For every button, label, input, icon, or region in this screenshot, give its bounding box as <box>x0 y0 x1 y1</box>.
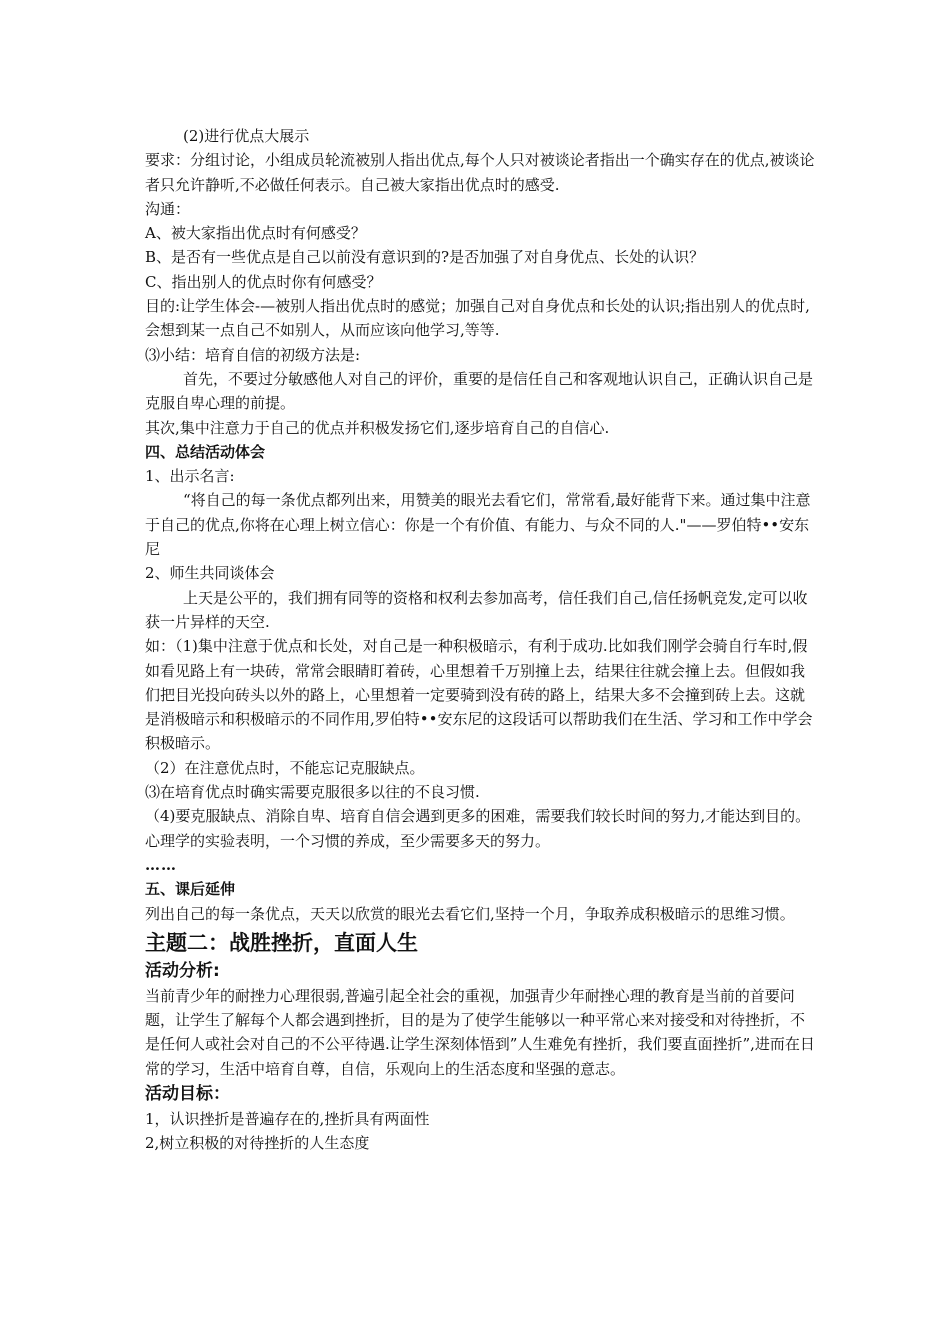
point-three: ⑶在培育优点时确实需要克服很多以往的不良习惯. <box>145 783 480 802</box>
requirement-paragraph: 要求：分组讨论，小组成员轮流被别人指出优点,每个人只对被谈论者指出一个确实存在的优点,被谈论者只允许静听,不必做任何表示。自己被大家指出优点时的感受. <box>145 151 815 194</box>
example-paragraph: 如：（1)集中注意于优点和长处，对自己是一种积极暗示，有利于成功.比如我们刚学会骑自行车时,假如看见路上有一块砖，常常会眼睛盯着砖，心里想着千万别撞上去，结果往往就会撞上去。但假如我们把目光投向砖头以外的路上，心里想着一定要骑到没有砖的路上，结果大多不会撞到砖上去。这就是消极暗示和积极暗示的不同作用,罗伯特••安东尼的这段话可以帮助我们在生活、学习和工作中学会积极暗示。 <box>145 637 813 753</box>
question-b: B、是否有一些优点是自己以前没有意识到的?是否加强了对自身优点、长处的认识？ <box>145 248 705 267</box>
activity-analysis-heading: 活动分析: <box>145 960 220 981</box>
question-c: C、指出别人的优点时你有何感受？ <box>145 272 382 291</box>
discussion-paragraph: 上天是公平的，我们拥有同等的资格和权利去参加高考，信任我们自己,信任扬帆竞发,定可以收获一片异样的天空. <box>145 588 808 631</box>
purpose-paragraph: 目的:让学生体会-—被别人指出优点时的感觉；加强自己对自身优点和长处的认识;指出别人的优点时,会想到某一点自己不如别人，从而应该向他学习,等等. <box>145 297 810 340</box>
point-two: （2）在注意优点时，不能忘记克服缺点。 <box>145 758 425 777</box>
question-a: A、被大家指出优点时有何感受？ <box>145 224 366 243</box>
ellipsis: …… <box>145 855 177 874</box>
section-four-heading: 四、总结活动体会 <box>145 442 266 461</box>
first-method-paragraph: 首先，不要过分敏感他人对自己的评价，重要的是信任自己和客观地认识自己，正确认识自己是克服自卑心理的前提。 <box>145 369 814 413</box>
discussion-label: 2、师生共同谈体会 <box>145 564 275 583</box>
second-method-paragraph: 其次,集中注意力于自己的优点并积极发扬它们,逐步培育自己的自信心. <box>145 418 610 437</box>
extension-paragraph: 列出自己的每一条优点，天天以欣赏的眼光去看它们,坚持一个月，争取养成积极暗示的思维习惯。 <box>145 904 795 923</box>
section-five-heading: 五、课后延伸 <box>145 880 236 899</box>
summary-heading: ⑶小结：培育自信的初级方法是: <box>145 345 361 364</box>
point-four: （4)要克服缺点、消除自卑、培育自信会遇到更多的困难，需要我们较长时间的努力,才能达到目的。心理学的实验表明，一个习惯的养成，至少需要多天的努力。 <box>145 807 811 850</box>
quote-paragraph: “将自己的每一条优点都列出来，用赞美的眼光去看它们，常常看,最好能背下来。通过集中注意于自己的优点,你将在心理上树立信心：你是一个有价值、有能力、与众不同的人."——罗伯特••安东尼 <box>145 491 811 559</box>
quote-label: 1、出示名言: <box>145 467 235 486</box>
analysis-paragraph: 当前青少年的耐挫力心理很弱,普遍引起全社会的重视，加强青少年耐挫心理的教育是当前的首要问题，让学生了解每个人都会遇到挫折，目的是为了使学生能够以一种平常心来对接受和对待挫折，不是任何人或社会对自己的不公平待遇.让学生深刻体悟到”人生难免有挫折，我们要直面挫折”,进而在日常的学习，生活中培育自尊，自信，乐观向上的生活态度和坚强的意志。 <box>145 986 815 1078</box>
goal-one: 1，认识挫折是普遍存在的,挫折具有两面性 <box>145 1109 430 1128</box>
communication-label: 沟通： <box>145 199 191 218</box>
theme-two-title: 主题二：战胜挫折，直面人生 <box>145 930 418 955</box>
activity-goals-heading: 活动目标： <box>145 1083 230 1104</box>
document-page <box>145 124 815 1156</box>
activity-step-heading: (2)进行优点大展示 <box>183 127 310 145</box>
goal-two: 2,树立积极的对待挫折的人生态度 <box>145 1134 370 1153</box>
